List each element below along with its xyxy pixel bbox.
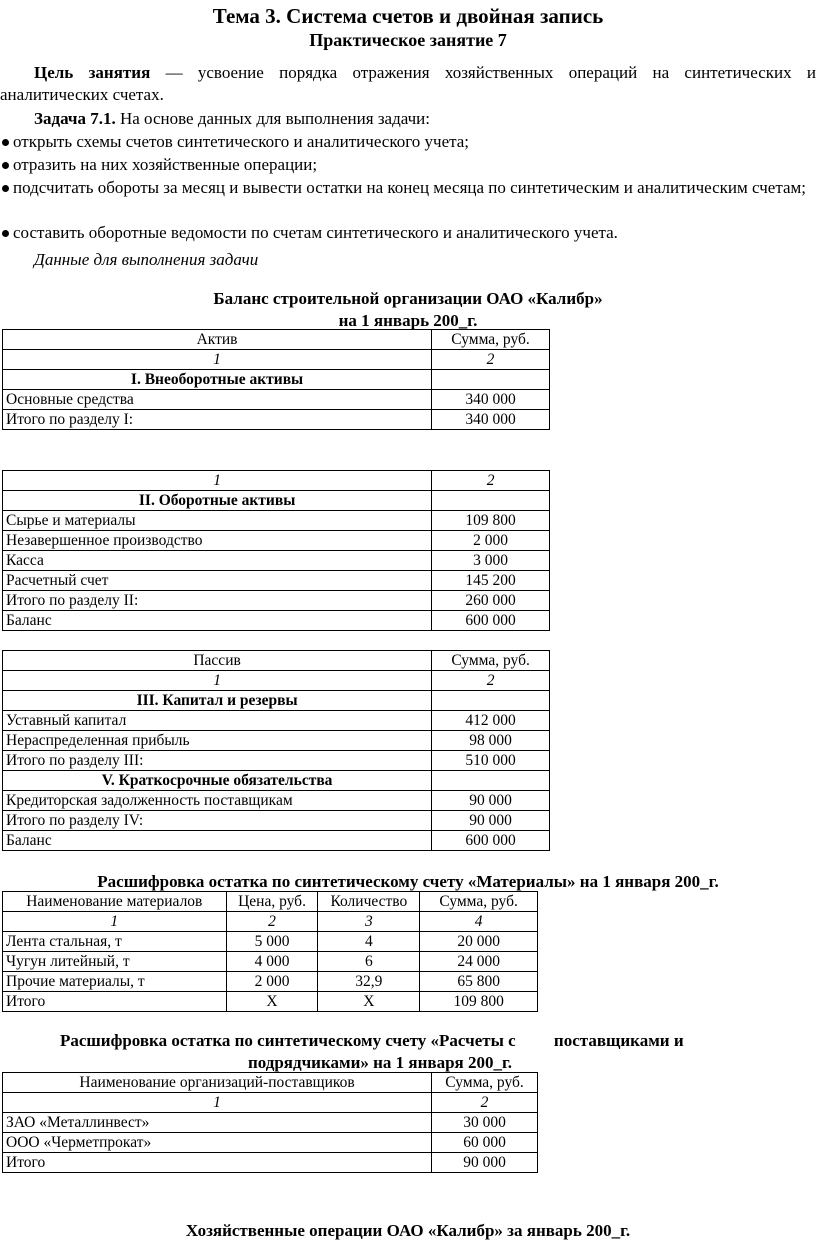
goal-label: Цель занятия [34,63,151,82]
bullet-text: отразить на них хозяйственные операции; [13,155,318,174]
table-row: Итого по разделу I: 340 000 [3,410,550,430]
operations-title: Хозяйственные операции ОАО «Калибр» за январь 200_г. [185,1221,631,1240]
section-row: I. Внеоборотные активы [3,370,550,390]
balance-liabilities-table [2,650,550,851]
materials-title: Расшифровка остатка по синтетическому счету «Материалы» на 1 января 200_г. [97,872,719,891]
table-row: ООО «Черметпрокат» 60 000 [3,1133,538,1153]
table-row [3,330,550,350]
section-row: III. Капитал и резервы [3,691,550,711]
table-row: Итого по разделу III: 510 000 [3,751,550,771]
table-row: Баланс 600 000 [3,831,550,851]
header-cell: Актив [3,330,432,350]
table-row: Наименование организаций-поставщиков Сумма, руб. [3,1073,538,1093]
table-row: 1 2 [3,1093,538,1113]
table-row: Наименование материалов Цена, руб. Количество Сумма, руб. [3,892,538,912]
table-row: Основные средства 340 000 [3,390,550,410]
data-caption: Данные для выполнения задачи [34,250,259,269]
bullet-text: подсчитать обороты за месяц и вывести остатки на конец месяца по синтетическим и аналитическим счетам; [13,178,806,197]
section-row: V. Краткосрочные обязательства [3,771,550,791]
table-row: Итого по разделу IV: 90 000 [3,811,550,831]
balance-title: Баланс строительной организации ОАО «Калибр» на 1 январь 200_г. [213,289,603,330]
balance-assets-table-2 [2,470,550,631]
table-row: 1 2 3 4 [3,912,538,932]
table-row: Баланс 600 000 [3,611,550,631]
table-row: Пассив Сумма, руб. [3,651,550,671]
table-row: Лента стальная, т 5 000 4 20 000 [3,932,538,952]
table-row: Прочие материалы, т 2 000 32,9 65 800 [3,972,538,992]
table-row: Итого Х Х 109 800 [3,992,538,1012]
goal-paragraph [0,62,816,106]
table-row: Расчетный счет 145 200 [3,571,550,591]
suppliers-table [2,1072,538,1173]
table-row: Уставный капитал 412 000 [3,711,550,731]
table-row: Нераспределенная прибыль 98 000 [3,731,550,751]
goal-text: — усвоение порядка отражения хозяйственных операций на синтетических и аналитических счетах. [0,63,816,104]
bullet-icon [2,139,9,146]
header-cell: Сумма, руб. [432,330,550,350]
bullet-item [0,222,816,244]
materials-table [2,891,538,1012]
bullet-icon [2,185,9,192]
bullet-icon [2,162,9,169]
table-row: Сырье и материалы 109 800 [3,511,550,531]
task-paragraph [0,108,816,130]
bullet-icon [2,230,9,237]
bullet-item [0,154,816,176]
table-row: Итого по разделу II: 260 000 [3,591,550,611]
table-row: 1 2 [3,471,550,491]
bullet-item [0,131,816,153]
suppliers-title: Расшифровка остатка по синтетическому счету «Расчеты с поставщиками и подрядчиками» на 1 января 200_г. [60,1031,684,1072]
bullet-text: составить оборотные ведомости по счетам синтетического и аналитического учета. [13,223,618,242]
bullet-item [0,177,816,199]
task-label: Задача 7.1. [34,109,116,128]
table-row: Чугун литейный, т 4 000 6 24 000 [3,952,538,972]
topic-title: Тема 3. Система счетов и двойная запись [212,4,604,28]
table-row: ЗАО «Металлинвест» 30 000 [3,1113,538,1133]
section-row: II. Оборотные активы [3,491,550,511]
table-row: Незавершенное производство 2 000 [3,531,550,551]
bullet-text: открыть схемы счетов синтетического и аналитического учета; [13,132,470,151]
lesson-subtitle: Практическое занятие 7 [309,30,507,50]
table-row: 1 2 [3,350,550,370]
table-row: Итого 90 000 [3,1153,538,1173]
table-row: Кредиторская задолженность поставщикам 90 000 [3,791,550,811]
task-text: На основе данных для выполнения задачи: [115,109,430,128]
balance-assets-table-1 [2,329,550,430]
table-row: Касса 3 000 [3,551,550,571]
table-row: 1 2 [3,671,550,691]
